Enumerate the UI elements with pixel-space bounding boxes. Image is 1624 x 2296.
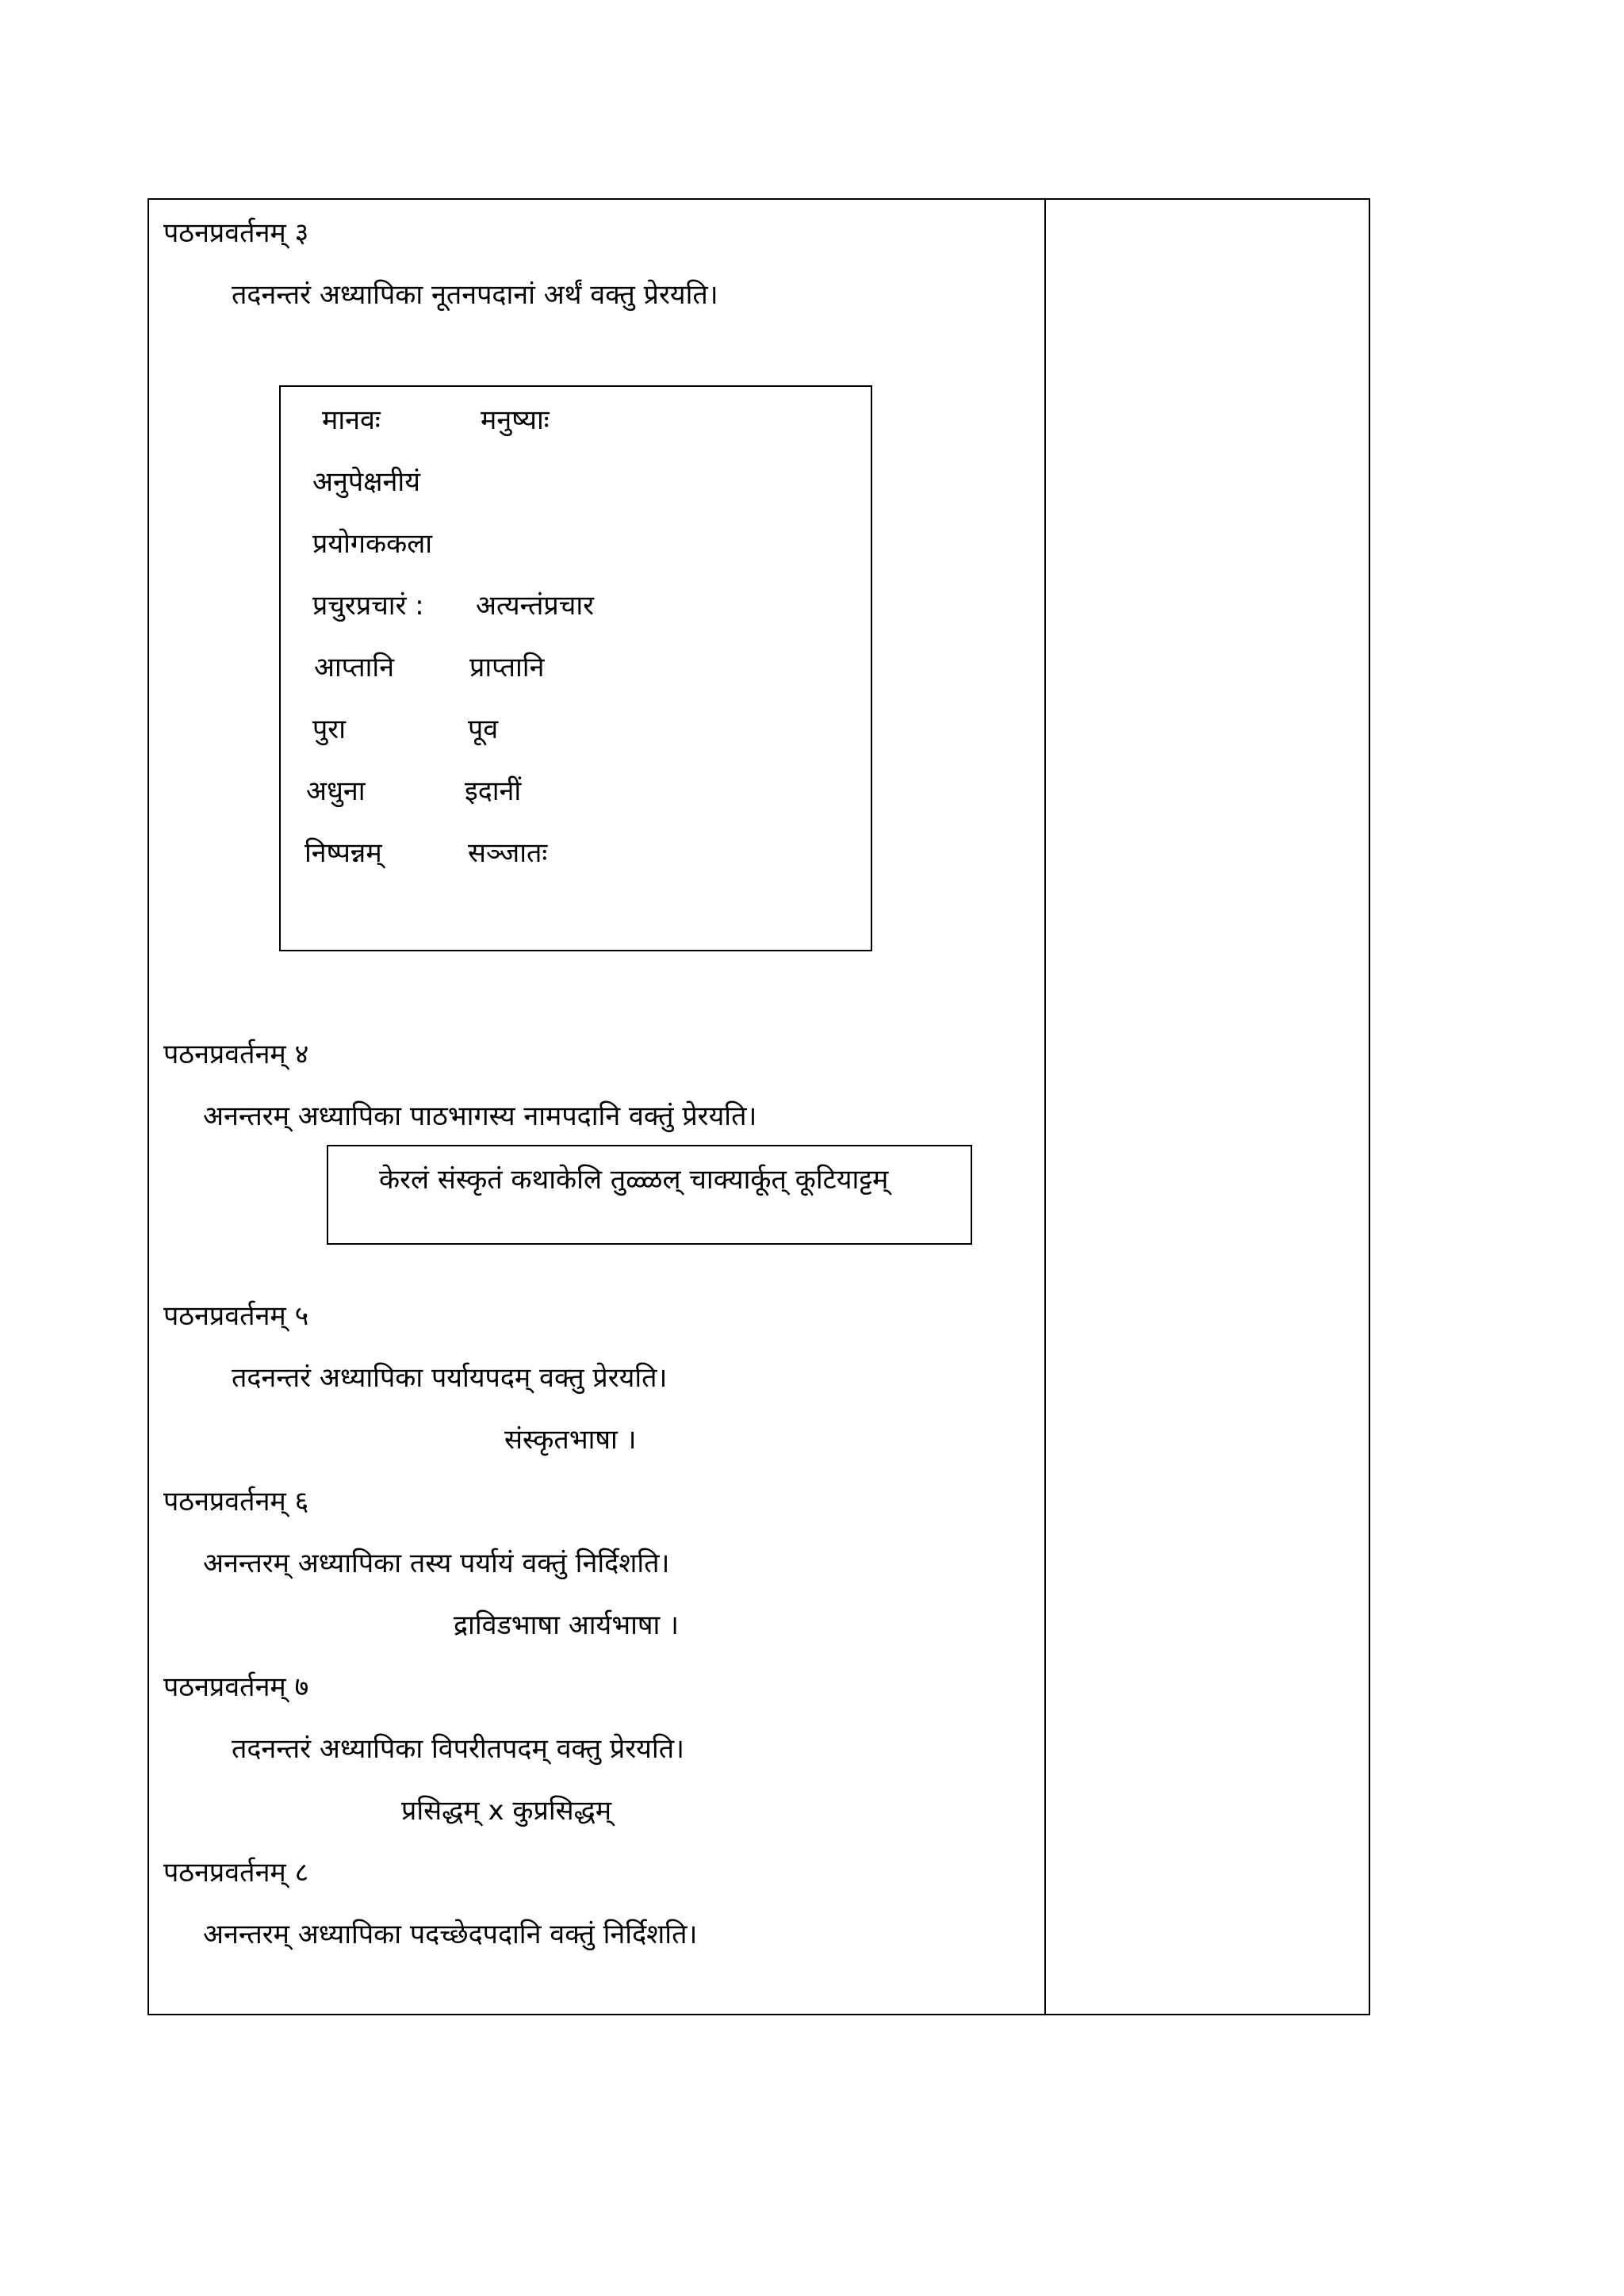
names-box-text: केरलं संस्कृतं कथाकेलि तुळ्ळल् चाक्यार्कूत् कूटियाट्टम् bbox=[379, 1164, 889, 1196]
section-3-instruction: तदनन्तरं अध्यापिका नूतनपदानां अर्थं वक्तु प्रेरयति। bbox=[232, 279, 718, 311]
section-5-answer: संस्कृतभाषा । bbox=[504, 1424, 637, 1456]
vocab-word: प्रयोगककला bbox=[312, 528, 433, 560]
vocab-meaning: मनुष्याः bbox=[481, 404, 550, 436]
vocab-meaning: इदानीं bbox=[465, 775, 522, 807]
section-8-instruction: अनन्तरम् अध्यापिका पदच्छेदपदानि वक्तुं निर्दिशति। bbox=[203, 1919, 698, 1950]
section-4-heading: पठनप्रवर्तनम् ४ bbox=[163, 1039, 309, 1070]
section-4-instruction: अनन्तरम् अध्यापिका पाठभागस्य नामपदानि वक्तुं प्रेरयति। bbox=[203, 1100, 757, 1132]
vocab-word: अनुपेक्षनीयं bbox=[312, 466, 420, 498]
vocab-word: निष्पन्नम् bbox=[304, 837, 382, 869]
vocab-word: अधुना bbox=[306, 775, 366, 807]
vocab-meaning: सञ्जातः bbox=[468, 837, 548, 869]
vocab-word: प्रचुरप्रचारं : bbox=[312, 590, 424, 622]
vocab-meaning: पूव bbox=[468, 714, 499, 745]
section-7-heading: पठनप्रवर्तनम् ७ bbox=[163, 1671, 309, 1703]
section-6-answer: द्राविडभाषा आर्यभाषा । bbox=[454, 1609, 680, 1641]
vocab-word: आप्तानि bbox=[314, 652, 395, 683]
section-8-heading: पठनप्रवर्तनम् ८ bbox=[163, 1857, 309, 1888]
column-divider bbox=[1044, 198, 1046, 2015]
vocab-meaning: अत्यन्तंप्रचार bbox=[476, 590, 595, 622]
section-6-heading: पठनप्रवर्तनम् ६ bbox=[163, 1486, 309, 1517]
section-5-instruction: तदनन्तरं अध्यापिका पर्यायपदम् वक्तु प्रेरयति। bbox=[232, 1362, 668, 1394]
vocab-meaning: प्राप्तानि bbox=[469, 652, 545, 683]
section-7-instruction: तदनन्तरं अध्यापिका विपरीतपदम् वक्तु प्रेरयति। bbox=[232, 1733, 684, 1765]
section-6-instruction: अनन्तरम् अध्यापिका तस्य पर्यायं वक्तुं निर्दिशति। bbox=[203, 1548, 670, 1579]
section-3-heading: पठनप्रवर्तनम् ३ bbox=[163, 217, 309, 249]
vocab-word: मानवः bbox=[322, 404, 381, 436]
section-7-answer: प्रसिद्धम् x कुप्रसिद्धम् bbox=[401, 1795, 612, 1827]
vocab-word: पुरा bbox=[312, 714, 347, 745]
section-5-heading: पठनप्रवर्तनम् ५ bbox=[163, 1300, 309, 1332]
